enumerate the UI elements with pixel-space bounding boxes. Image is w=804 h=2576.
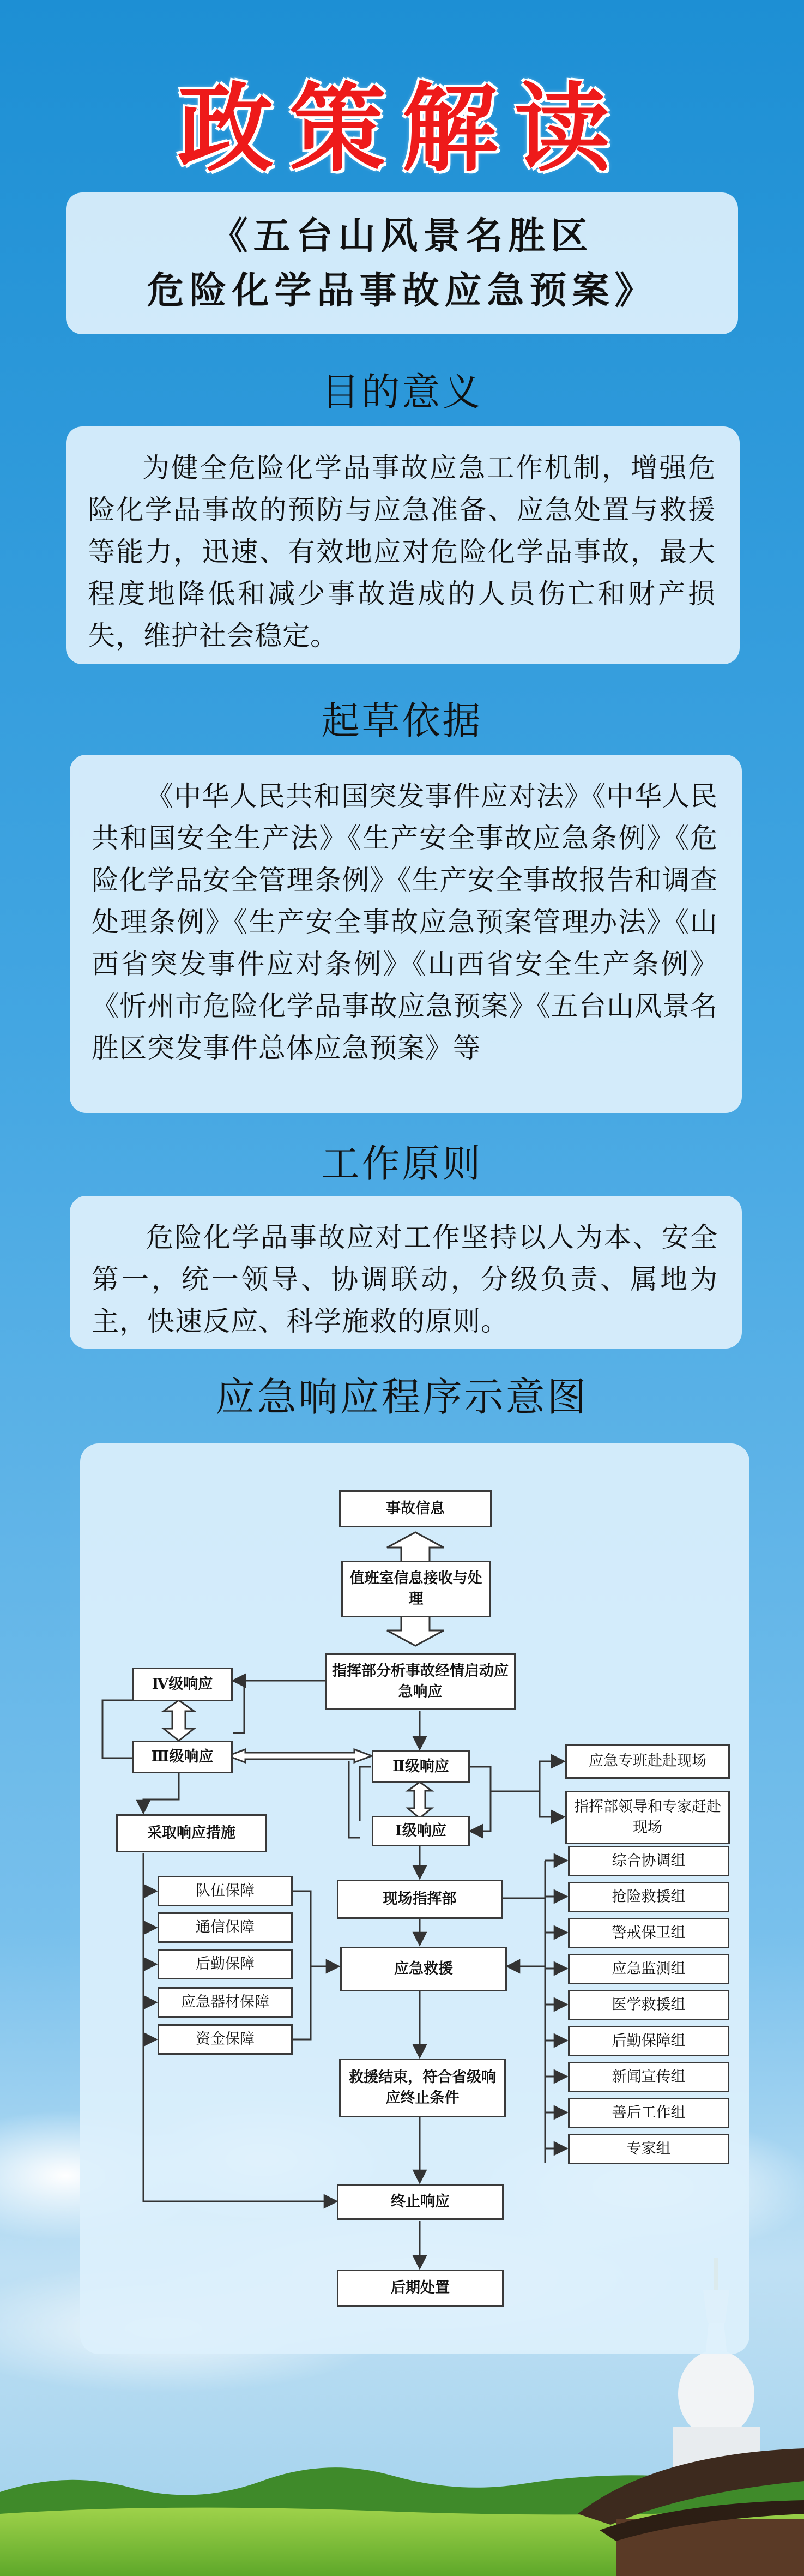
box-aftermath: 后期处置 bbox=[337, 2270, 504, 2307]
working-group-item: 警戒保卫组 bbox=[568, 1918, 729, 1948]
working-group-item: 医学救援组 bbox=[568, 1990, 729, 2020]
box-measures: 采取响应措施 bbox=[116, 1814, 267, 1852]
working-group-item: 专家组 bbox=[568, 2134, 729, 2164]
section-title-principles: 工作原则 bbox=[321, 1141, 483, 1186]
box-onsite-hq: 现场指挥部 bbox=[337, 1880, 503, 1919]
box-rescue-end: 救援结束，符合省级响应终止条件 bbox=[339, 2059, 506, 2117]
working-group-item: 后勤保障组 bbox=[568, 2026, 729, 2056]
working-group-item: 综合协调组 bbox=[568, 1846, 729, 1876]
support-item: 应急器材保障 bbox=[158, 1987, 293, 2018]
box-terminate: 终止响应 bbox=[337, 2184, 504, 2220]
working-group-item: 抢险救援组 bbox=[568, 1882, 729, 1912]
support-item: 通信保障 bbox=[158, 1912, 293, 1943]
box-level4: Ⅳ级响应 bbox=[132, 1668, 233, 1701]
document-title-line2: 危险化学品事故应急预案》 bbox=[147, 269, 657, 312]
section-title-basis: 起草依据 bbox=[321, 699, 483, 743]
purpose-panel: 为健全危险化学品事故应急工作机制，增强危险化学品事故的预防与应急准备、应急处置与救援等能力，迅速、有效地应对危险化学品事故，最大程度地降低和减少事故造成的人员伤亡和财产损失，维护社会稳定。 bbox=[66, 426, 740, 664]
document-title-line1: 《五台山风景名胜区 bbox=[210, 214, 594, 258]
working-group-item: 善后工作组 bbox=[568, 2098, 729, 2128]
section-title-purpose: 目的意义 bbox=[321, 370, 483, 414]
working-group-item: 新闻宣传组 bbox=[568, 2062, 729, 2092]
box-hq-analysis: 指挥部分析事故经情启动应急响应 bbox=[325, 1653, 516, 1710]
box-level1: Ⅰ级响应 bbox=[372, 1816, 470, 1846]
box-level2: Ⅱ级响应 bbox=[372, 1750, 470, 1783]
working-group-item: 应急监测组 bbox=[568, 1954, 729, 1984]
basis-panel: 《中华人民共和国突发事件应对法》《中华人民共和国安全生产法》《生产安全事故应急条例》《危险化学品安全管理条例》《生产安全事故报告和调查处理条例》《生产安全事故应急预案管理办法》《山西省突发事件应对条例》《山西省安全生产条例》《忻州市危险化学品事故应急预案》《五台山风景名胜区突发事件总体应急预案》等 bbox=[70, 755, 742, 1113]
section-title-flow: 应急响应程序示意图 bbox=[215, 1374, 589, 1420]
support-item: 资金保障 bbox=[158, 2024, 293, 2055]
box-leaders-site: 指挥部领导和专家赶赴现场 bbox=[565, 1791, 730, 1844]
box-duty-room: 值班室信息接收与处理 bbox=[341, 1561, 491, 1617]
box-accident-info: 事故信息 bbox=[339, 1490, 492, 1527]
main-title: 政策解读 bbox=[177, 72, 627, 185]
support-item: 队伍保障 bbox=[158, 1876, 293, 1906]
principles-panel: 危险化学品事故应对工作坚持以人为本、安全第一，统一领导、协调联动，分级负责、属地为主，快速反应、科学施救的原则。 bbox=[70, 1196, 742, 1349]
box-rescue: 应急救援 bbox=[340, 1947, 507, 1991]
box-expert-site: 应急专班赴赴现场 bbox=[565, 1744, 730, 1779]
box-level3: Ⅲ级响应 bbox=[132, 1741, 233, 1773]
support-item: 后勤保障 bbox=[158, 1949, 293, 1979]
